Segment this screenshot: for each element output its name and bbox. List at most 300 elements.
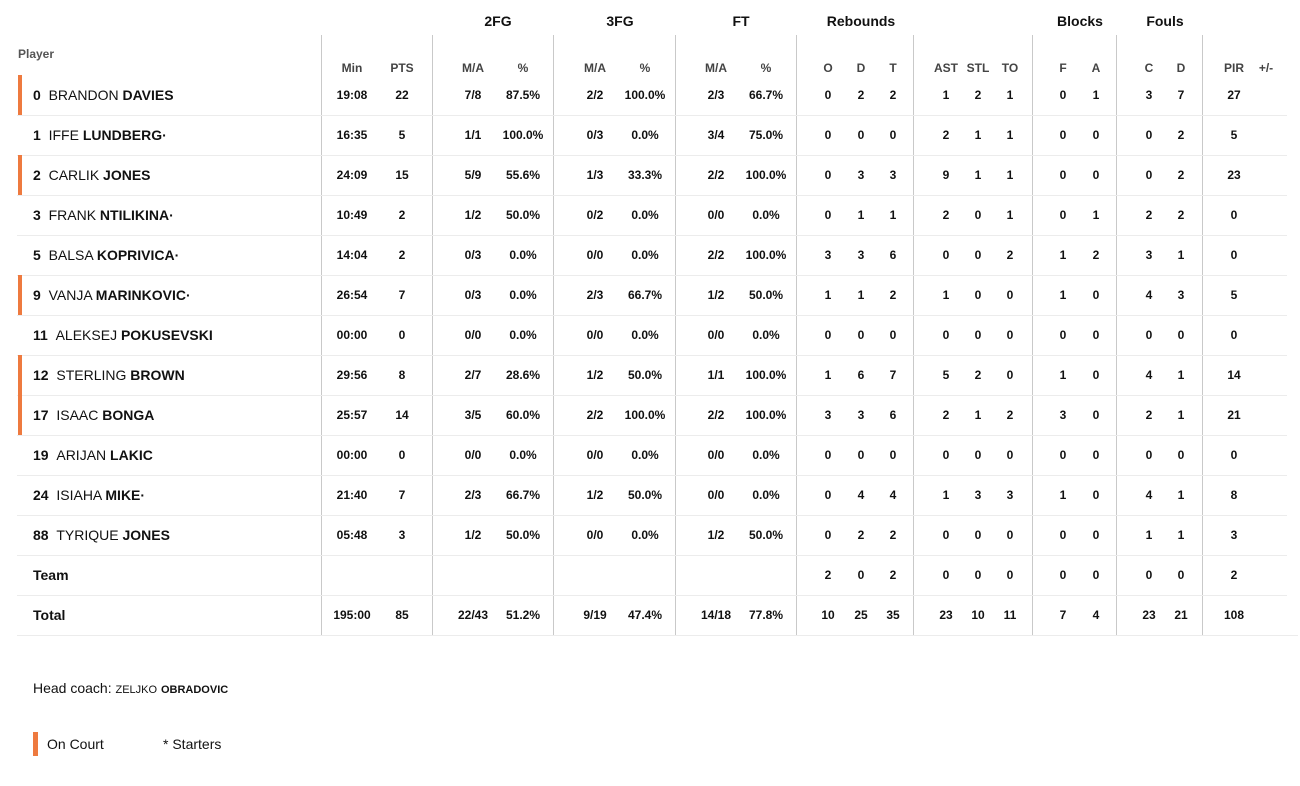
stat-cell: 85 [395,608,409,622]
player-first-name: ISIAHA [56,487,102,503]
stat-cell: 5 [942,368,950,382]
stat-cell: 0 [857,448,865,462]
stat-cell: 0 [1092,528,1100,542]
player-last-name: JONES [122,527,170,543]
stat-cell: 0 [1006,448,1014,462]
player-first-name: CARLIK [48,167,100,183]
player-first-name: BALSA [48,247,93,263]
player-name[interactable] [33,195,174,235]
stat-cell: 0/0 [586,328,604,342]
stat-cell: 1 [1006,168,1014,182]
stat-cell: 24:09 [336,168,368,182]
player-last-name: MARINKOVIC [95,287,187,303]
stat-cell: 0.0% [509,448,537,462]
stat-cell: 7 [398,488,406,502]
stat-cell: 0/0 [586,448,604,462]
stat-cell: 6 [889,408,897,422]
stat-cell: 3 [824,248,832,262]
stat-cell: 0 [824,448,832,462]
stat-cell: 21 [1227,408,1241,422]
column-header: A [1091,61,1101,75]
stat-cell: 16:35 [336,128,368,142]
stat-cell: 33.3% [627,168,663,182]
stat-cell: 8 [1230,488,1238,502]
stat-cell: 7 [1177,88,1185,102]
stat-cell: 0 [824,128,832,142]
stat-cell: 0/2 [586,208,604,222]
player-first-name: IFFE [48,127,79,143]
head-coach-label: Head coach: [33,680,112,696]
stat-cell: 47.4% [627,608,663,622]
stat-cell: 3 [398,528,406,542]
stat-cell: 108 [1223,608,1245,622]
stat-cell [1238,595,1294,635]
stat-cell: 2/2 [586,408,604,422]
stat-cell: 1/3 [586,168,604,182]
player-last-name: DAVIES [122,87,174,103]
stat-cell: 51.2% [505,608,541,622]
stat-cell: 0 [1230,248,1238,262]
stat-cell: 50.0% [748,288,784,302]
table-row [0,515,1300,555]
stat-cell: 28.6% [505,368,541,382]
stat-cell: 2/3 [707,88,725,102]
stat-cell: 0/3 [586,128,604,142]
player-number: 2 [33,167,41,183]
stat-cell: 3 [1230,528,1238,542]
stat-cell: 55.6% [505,168,541,182]
player-name[interactable] [33,115,167,155]
stat-cell: 0 [1230,208,1238,222]
team-row [0,555,1300,595]
table-row [0,195,1300,235]
stat-cell: 27 [1227,88,1241,102]
stat-cell: 1 [974,408,982,422]
stat-cell: 75.0% [748,128,784,142]
stat-cell: 0 [857,128,865,142]
stat-cell: 0 [1059,448,1067,462]
stat-cell: 0.0% [631,208,659,222]
stat-cell: 0.0% [631,128,659,142]
stat-cell: 1 [1177,368,1185,382]
stat-cell: 0 [857,328,865,342]
stat-cell: 0 [974,528,982,542]
stat-cell [1238,235,1294,275]
column-header: M/A [462,61,484,75]
stat-cell: 0 [1145,168,1153,182]
stat-cell [1238,155,1294,195]
stat-cell: 0 [942,448,950,462]
stat-cell: 2 [942,408,950,422]
stat-cell: 11 [1003,608,1017,622]
stat-cell: 0 [1145,128,1153,142]
stat-cell: 1 [824,368,832,382]
stat-cell: 23 [939,608,953,622]
stat-cell: 3 [1145,88,1153,102]
stat-cell: 0.0% [752,208,780,222]
stat-cell [1238,395,1294,435]
stat-cell: 2 [824,568,832,582]
stat-cell: 1 [1059,488,1067,502]
stat-cell: 0 [857,568,865,582]
player-first-name: ARIJAN [56,447,107,463]
stat-cell: 0 [1006,528,1014,542]
stat-cell: 1/1 [464,128,482,142]
stat-cell: 4 [857,488,865,502]
stat-cell: 0 [1006,328,1014,342]
stat-cell: 0 [889,128,897,142]
player-number: 17 [33,407,49,423]
stat-cell: 2 [889,568,897,582]
column-header: T [889,61,897,75]
player-name[interactable] [33,435,153,475]
player-name[interactable] [33,475,145,515]
stat-cell: 1 [1059,368,1067,382]
stat-cell: 100.0% [624,88,666,102]
stat-cell: 14:04 [336,248,368,262]
stat-cell: 0/3 [464,248,482,262]
stat-cell: 3 [889,168,897,182]
stat-cell: 3 [857,168,865,182]
stat-cell: 2 [889,88,897,102]
column-header: TO [1001,61,1019,75]
stat-cell: 60.0% [505,408,541,422]
player-first-name: FRANK [48,207,97,223]
stat-cell: 22/43 [457,608,489,622]
stat-cell: 1 [974,168,982,182]
total-row-label: Total [33,607,66,623]
head-coach [33,680,228,696]
stat-cell [324,555,380,595]
starter-mark: · [162,127,167,143]
column-header: STL [966,61,990,75]
stat-cell: 66.7% [505,488,541,502]
stat-cell: 50.0% [505,528,541,542]
stat-cell: 1/2 [707,288,725,302]
group-header-ft: FT [732,13,750,29]
on-court-legend-label: On Court [47,736,104,752]
stat-cell: 5 [398,128,406,142]
stat-cell: 0 [1092,128,1100,142]
stat-cell: 1 [974,128,982,142]
group-header-blocks: Blocks [1057,13,1103,29]
stat-cell: 1 [1177,248,1185,262]
table-row [0,435,1300,475]
stat-cell: 35 [886,608,900,622]
stat-cell: 50.0% [627,488,663,502]
stat-cell: 77.8% [748,608,784,622]
stat-cell: 0 [1092,488,1100,502]
stat-cell: 21:40 [336,488,368,502]
stat-cell: 1 [1177,408,1185,422]
stat-cell: 2 [1177,168,1185,182]
stat-cell: 0 [1177,328,1185,342]
stat-cell: 0.0% [509,328,537,342]
group-header-rebounds: Rebounds [826,13,896,29]
stat-cell: 2 [1092,248,1100,262]
stat-cell: 0 [974,448,982,462]
stat-cell: 9/19 [583,608,607,622]
player-name[interactable] [33,395,154,435]
group-header-2fg: 2FG [484,13,512,29]
stat-cell: 00:00 [336,328,368,342]
player-first-name: STERLING [56,367,127,383]
stat-cell: 0 [1006,568,1014,582]
stat-cell: 3 [857,248,865,262]
stat-cell: 5/9 [464,168,482,182]
stat-cell: 0 [974,568,982,582]
stat-cell: 0/0 [707,328,725,342]
stat-cell: 21 [1174,608,1188,622]
starter-mark: · [174,247,180,263]
stat-cell: 5 [1230,128,1238,142]
stat-cell: 2/3 [464,488,482,502]
starters-legend-label: * Starters [163,736,222,752]
stat-cell [1238,315,1294,355]
player-last-name: KOPRIVICA [96,247,175,263]
stat-cell: 0/0 [707,208,725,222]
column-header: D [1176,61,1186,75]
player-last-name: JONES [103,167,151,183]
stat-cell: 1 [824,288,832,302]
stat-cell: 25:57 [336,408,368,422]
player-last-name: BONGA [102,407,155,423]
player-number: 11 [33,327,48,343]
stat-cell: 0/0 [586,248,604,262]
column-header: O [823,61,833,75]
group-header-fouls: Fouls [1146,13,1184,29]
total-row [0,595,1300,635]
stat-cell: 0.0% [509,288,537,302]
stat-cell: 1/1 [707,368,725,382]
player-first-name: BRANDON [48,87,119,103]
stat-cell: 0 [1092,568,1100,582]
player-number: 0 [33,87,41,103]
stat-cell: 0 [1059,168,1067,182]
stat-cell: 3/5 [464,408,482,422]
stat-cell: 3 [1006,488,1014,502]
stat-cell [738,555,794,595]
stat-cell: 9 [942,168,950,182]
stat-cell: 2 [857,528,865,542]
stat-cell: 0.0% [752,488,780,502]
stat-cell: 2/2 [707,248,725,262]
table-row [0,355,1300,395]
column-header: F [1059,61,1067,75]
stat-cell: 0 [1092,448,1100,462]
stat-cell [567,555,623,595]
stat-cell: 0 [1092,328,1100,342]
stat-cell: 1 [1006,88,1014,102]
stat-cell: 1/2 [464,208,482,222]
stat-cell: 0.0% [752,448,780,462]
stat-cell: 2 [1177,128,1185,142]
stat-cell: 0 [1145,448,1153,462]
stat-cell: 29:56 [336,368,368,382]
column-header: D [856,61,866,75]
stat-cell: 0 [1145,328,1153,342]
stat-cell: 0 [1059,328,1067,342]
table-row [0,235,1300,275]
stat-cell: 0 [824,88,832,102]
stat-cell: 7 [1059,608,1067,622]
stat-cell [1238,435,1294,475]
stat-cell: 0 [942,528,950,542]
player-name[interactable] [33,75,174,115]
stat-cell: 0.0% [752,328,780,342]
stat-cell [1238,275,1294,315]
stat-cell: 0 [824,208,832,222]
stat-cell: 10:49 [336,208,368,222]
player-name[interactable] [33,515,170,555]
player-first-name: ALEKSEJ [55,327,118,343]
stat-cell [688,555,744,595]
stat-cell: 0/0 [464,328,482,342]
stat-cell: 4 [1145,288,1153,302]
stat-cell: 1 [1006,208,1014,222]
player-column-header: Player [18,47,55,61]
stat-cell: 0 [1092,288,1100,302]
stat-cell: 14/18 [700,608,732,622]
stat-cell [1238,115,1294,155]
starter-mark: · [186,287,191,303]
stat-cell: 4 [889,488,897,502]
column-header: % [517,61,529,75]
stat-cell: 2 [942,208,950,222]
stat-cell: 0.0% [631,248,659,262]
stat-cell: 0/3 [464,288,482,302]
stat-cell: 2/7 [464,368,482,382]
player-number: 9 [33,287,41,303]
stat-cell: 3 [857,408,865,422]
stat-cell: 0 [889,448,897,462]
player-number: 88 [33,527,49,543]
stat-cell: 0 [942,328,950,342]
stat-cell: 2 [1145,408,1153,422]
stat-cell: 1 [942,488,950,502]
stat-cell: 0 [974,288,982,302]
stat-cell: 2/2 [707,168,725,182]
stat-cell: 1 [857,208,865,222]
starter-mark: · [140,487,146,503]
stat-cell [1238,75,1294,115]
stat-cell: 7/8 [464,88,482,102]
stat-cell: 15 [395,168,409,182]
stat-cell: 14 [395,408,409,422]
stat-cell: 1 [889,208,897,222]
stat-cell: 3 [1145,248,1153,262]
stat-cell: 1 [1059,248,1067,262]
stat-cell: 100.0% [624,408,666,422]
column-header: % [760,61,772,75]
column-header: M/A [584,61,606,75]
player-name[interactable] [33,235,179,275]
table-row [0,115,1300,155]
stat-cell: 87.5% [505,88,541,102]
stat-cell: 0.0% [631,528,659,542]
table-row [0,75,1300,115]
stat-cell: 1/2 [707,528,725,542]
head-coach-first-name: ZELJKO [115,684,158,696]
table-row [0,155,1300,195]
stat-cell: 0 [942,248,950,262]
player-name[interactable] [33,355,185,395]
stat-cell: 0 [974,248,982,262]
stat-cell: 0 [824,168,832,182]
stat-cell: 2 [889,528,897,542]
stat-cell: 50.0% [748,528,784,542]
stat-cell: 100.0% [745,368,787,382]
stat-cell: 66.7% [748,88,784,102]
player-last-name: MIKE [105,487,141,503]
stat-cell [1238,355,1294,395]
stat-cell: 7 [398,288,406,302]
stat-cell: 22 [395,88,409,102]
head-coach-last-name: OBRADOVIC [160,684,229,696]
column-header: +/- [1258,61,1274,75]
stat-cell: 2 [942,128,950,142]
stat-cell: 3/4 [707,128,725,142]
stat-cell: 1 [1092,208,1100,222]
stat-cell: 0 [398,328,406,342]
stat-cell: 1/2 [464,528,482,542]
stat-cell: 1 [1059,288,1067,302]
player-number: 3 [33,207,41,223]
stat-cell: 0 [1006,288,1014,302]
player-number: 12 [33,367,49,383]
stat-cell: 0/0 [586,528,604,542]
stat-cell: 3 [1177,288,1185,302]
column-header: M/A [705,61,727,75]
column-header: PTS [390,61,414,75]
on-court-indicator [18,275,22,316]
column-header: Min [341,61,363,75]
on-court-legend-swatch [33,732,38,756]
stat-cell: 0/0 [707,488,725,502]
stat-cell: 2 [974,368,982,382]
player-last-name: LUNDBERG [82,127,163,143]
stat-cell: 0 [824,528,832,542]
stat-cell: 0 [1092,168,1100,182]
stat-cell: 10 [971,608,985,622]
column-header: C [1144,61,1154,75]
stat-cell: 3 [824,408,832,422]
table-row [0,395,1300,435]
stat-cell: 100.0% [745,168,787,182]
stat-cell: 3 [974,488,982,502]
stat-cell: 100.0% [745,248,787,262]
stat-cell: 23 [1227,168,1241,182]
stat-cell: 26:54 [336,288,368,302]
player-name[interactable] [33,315,213,355]
stat-cell: 0 [1006,368,1014,382]
stat-cell: 19:08 [336,88,368,102]
player-name[interactable] [33,155,151,195]
column-header: PIR [1223,61,1244,75]
stat-cell: 1 [1092,88,1100,102]
stat-cell: 1/2 [586,368,604,382]
stat-cell: 0.0% [631,448,659,462]
player-name[interactable] [33,275,191,315]
player-number: 5 [33,247,41,263]
stat-cell [445,555,501,595]
player-first-name: VANJA [48,287,92,303]
stat-cell: 0 [1059,88,1067,102]
stat-cell: 0 [889,328,897,342]
stat-cell: 2/2 [586,88,604,102]
stat-cell: 2 [974,88,982,102]
stat-cell: 2 [398,208,406,222]
